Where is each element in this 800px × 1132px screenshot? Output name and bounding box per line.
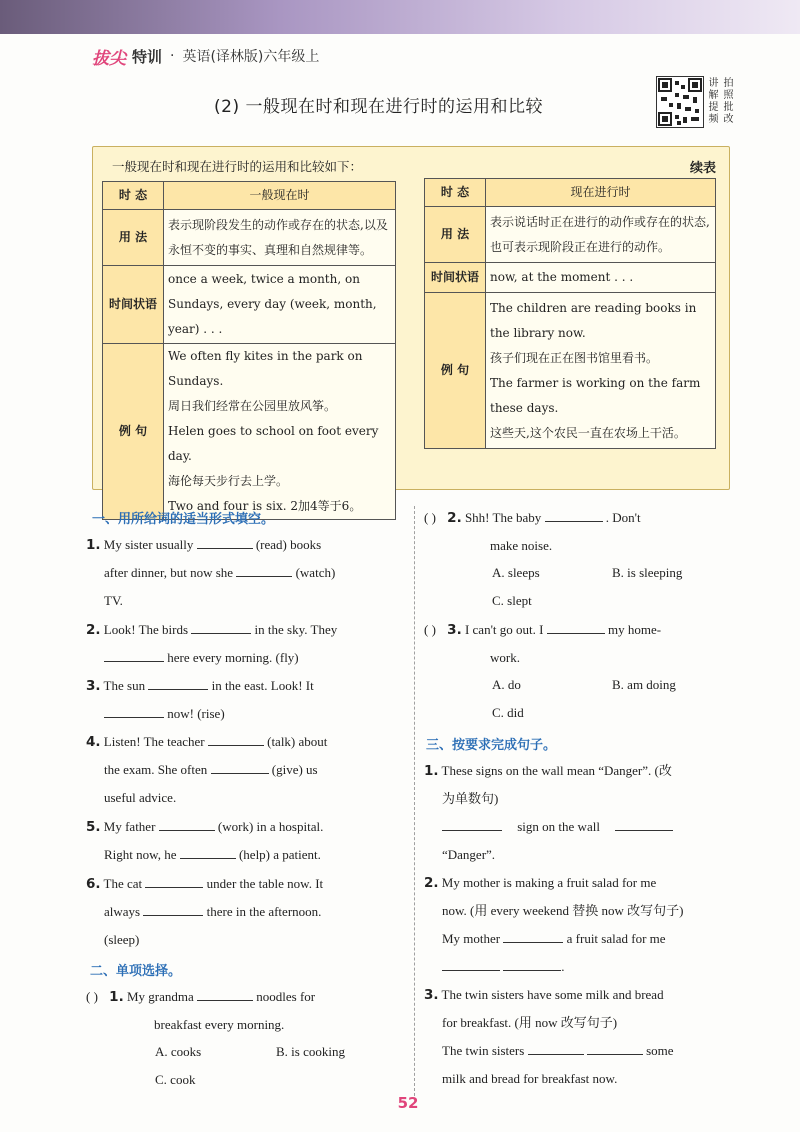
question-number: 3. xyxy=(424,987,439,1003)
example-line: 海伦每天步行去上学。 xyxy=(168,474,289,488)
answer-blank[interactable] xyxy=(503,928,563,943)
panel-intro: 一般现在时和现在进行时的运用和比较如下： xyxy=(112,159,363,174)
question-number: 1. xyxy=(86,537,101,553)
book-name: 英语(译林版)六年级上 xyxy=(182,49,320,65)
question-number: 6. xyxy=(86,876,101,892)
row-usage-text: 表示说话时正在进行的动作或存在的状态,也可表示现阶段正在进行的动作。 xyxy=(486,207,716,263)
qr-label-char: 解 xyxy=(708,90,719,101)
question-text: always xyxy=(104,904,141,919)
answer-blank[interactable] xyxy=(197,534,253,549)
answer-blank[interactable] xyxy=(236,562,292,577)
brand-logo-b: 特训 xyxy=(132,47,163,66)
answer-blank[interactable] xyxy=(159,816,215,831)
question-number: 2. xyxy=(86,622,101,638)
qr-label-char: 拍 xyxy=(723,78,734,89)
question-text: Shh! The baby xyxy=(464,510,542,525)
row-time-text: once a week, twice a month, on Sundays, every day (week, month, year) . . . xyxy=(164,266,396,344)
answer-paren[interactable]: ( ) xyxy=(424,622,436,637)
question-number: 3. xyxy=(447,622,462,638)
row-label-time: 时间状语 xyxy=(103,266,164,344)
top-banner xyxy=(0,0,800,34)
question-text: sign on the wall xyxy=(517,819,600,834)
qr-label-char: 改 xyxy=(723,114,734,125)
question-text: work. xyxy=(490,650,520,665)
choice-question-1 xyxy=(86,983,406,1039)
rewrite-question-1 xyxy=(424,757,740,869)
continued-label: 续表 xyxy=(690,161,717,176)
choice-question-2 xyxy=(424,504,740,560)
example-line: Two and four is six. 2加4等于6。 xyxy=(168,499,362,513)
row-label-time: 时间状语 xyxy=(425,263,486,293)
answer-blank[interactable] xyxy=(615,816,673,831)
answer-blank[interactable] xyxy=(197,986,253,1001)
page-title: (2) 一般现在时和现在进行时的运用和比较 xyxy=(214,97,543,117)
question-text: milk and bread for breakfast now. xyxy=(442,1071,618,1086)
option-c[interactable]: C. cook xyxy=(155,1072,196,1087)
fill-question-3 xyxy=(86,672,400,728)
question-number: 2. xyxy=(424,875,439,891)
example-line: 周日我们经常在公园里放风筝。 xyxy=(168,399,337,413)
example-line: 这些天,这个农民一直在农场上干活。 xyxy=(490,425,686,440)
question-text: (give) us xyxy=(271,762,318,777)
question-text: (work) in a hospital. xyxy=(217,819,324,834)
qr-label-char: 提 xyxy=(708,102,719,113)
section-1-title: 一、用所给词的适当形式填空。 xyxy=(92,512,275,527)
answer-blank[interactable] xyxy=(211,759,269,774)
question-number: 1. xyxy=(109,989,124,1005)
question-text: for breakfast. (用 now 改写句子) xyxy=(442,1015,618,1030)
question-text: TV. xyxy=(104,593,123,608)
qr-label-char: 批 xyxy=(723,102,734,113)
question-text: The twin sisters xyxy=(442,1043,525,1058)
question-text: My mother is making a fruit salad for me xyxy=(441,875,657,890)
fill-question-4 xyxy=(86,728,400,812)
answer-blank[interactable] xyxy=(442,816,502,831)
question-text: The cat xyxy=(103,876,143,891)
answer-blank[interactable] xyxy=(587,1040,643,1055)
row-label-usage: 用 法 xyxy=(103,210,164,266)
qr-code-icon[interactable] xyxy=(656,76,704,128)
fill-question-2 xyxy=(86,616,400,672)
option-c[interactable]: C. did xyxy=(492,705,524,720)
question-text: (read) books xyxy=(255,537,322,552)
question-text: Right now, he xyxy=(104,847,177,862)
question-text: Look! The birds xyxy=(103,622,189,637)
row-label-usage: 用 法 xyxy=(425,207,486,263)
question-text: (talk) about xyxy=(267,734,328,749)
question-text: My sister usually xyxy=(103,537,194,552)
question-text: in the sky. They xyxy=(254,622,338,637)
question-text: useful advice. xyxy=(104,790,177,805)
question-text: make noise. xyxy=(490,538,553,553)
question-number: 4. xyxy=(86,734,101,750)
question-text: now! (rise) xyxy=(167,706,225,721)
table-header-name: 现在进行时 xyxy=(486,179,716,207)
question-text: in the east. Look! It xyxy=(211,678,314,693)
row-example-cell xyxy=(164,344,396,520)
question-number: 3. xyxy=(86,678,101,694)
question-text: The twin sisters have some milk and bread xyxy=(441,987,664,1002)
answer-blank[interactable] xyxy=(180,844,236,859)
answer-blank[interactable] xyxy=(148,675,208,690)
question-number: 2. xyxy=(447,510,462,526)
question-text: . xyxy=(561,959,565,974)
question-text: here every morning. (fly) xyxy=(167,650,299,665)
question-text: a fruit salad for me xyxy=(566,931,666,946)
answer-blank[interactable] xyxy=(191,619,251,634)
row-time-text: now, at the moment . . . xyxy=(486,263,716,293)
table-header-tense: 时 态 xyxy=(425,179,486,207)
qr-label-char: 讲 xyxy=(708,78,719,89)
example-line: The children are reading books in the library now. xyxy=(490,300,697,340)
answer-blank[interactable] xyxy=(143,901,203,916)
book-header xyxy=(92,43,319,69)
option-b[interactable]: B. am doing xyxy=(612,677,676,692)
header-dot: · xyxy=(170,48,175,64)
answer-blank[interactable] xyxy=(547,619,605,634)
option-a[interactable]: A. do xyxy=(492,677,521,692)
example-line: 孩子们现在正在图书馆里看书。 xyxy=(490,350,659,365)
question-text: My father xyxy=(103,819,156,834)
fill-question-1 xyxy=(86,531,400,615)
present-simple-table xyxy=(102,181,396,520)
answer-blank[interactable] xyxy=(208,731,264,746)
question-text: The sun xyxy=(103,678,146,693)
table-header-tense: 时 态 xyxy=(103,182,164,210)
rewrite-question-3 xyxy=(424,981,740,1093)
question-text: now. (用 every weekend 替换 now 改写句子) xyxy=(442,903,684,918)
question-text: (sleep) xyxy=(104,932,140,947)
column-divider xyxy=(414,506,415,1096)
question-text: noodles for xyxy=(256,989,316,1004)
answer-paren[interactable]: ( ) xyxy=(424,510,436,525)
choice-question-3 xyxy=(424,616,740,672)
question-text: These signs on the wall mean “Danger”. (改 xyxy=(441,763,672,778)
question-text: My grandma xyxy=(126,989,194,1004)
option-b[interactable]: B. is sleeping xyxy=(612,565,683,580)
table-header-name: 一般现在时 xyxy=(164,182,396,210)
answer-blank[interactable] xyxy=(528,1040,584,1055)
question-text: breakfast every morning. xyxy=(154,1017,285,1032)
section-3-title: 三、按要求完成句子。 xyxy=(426,738,557,753)
question-text: the exam. She often xyxy=(104,762,208,777)
question-text: “Danger”. xyxy=(442,847,496,862)
question-text: under the table now. It xyxy=(206,876,324,891)
option-b[interactable]: B. is cooking xyxy=(276,1044,345,1059)
question-text: . Don't xyxy=(605,510,641,525)
brand-logo-a: 拔尖 xyxy=(92,48,126,69)
fill-question-6 xyxy=(86,870,400,954)
answer-blank[interactable] xyxy=(104,703,164,718)
example-line: The farmer is working on the farm these days. xyxy=(490,375,701,415)
qr-label-char: 照 xyxy=(723,90,734,101)
example-line: We often fly kites in the park on Sundays. xyxy=(168,349,363,388)
question-text: my home- xyxy=(607,622,662,637)
question-text: (help) a patient. xyxy=(238,847,321,862)
example-line: Helen goes to school on foot every day. xyxy=(168,424,379,463)
row-example-cell xyxy=(486,293,716,449)
answer-paren[interactable]: ( ) xyxy=(86,989,98,1004)
question-number: 1. xyxy=(424,763,439,779)
question-text: I can't go out. I xyxy=(464,622,544,637)
question-text: My mother xyxy=(442,931,501,946)
answer-blank[interactable] xyxy=(545,507,603,522)
question-text: (watch) xyxy=(295,565,336,580)
page-number: 52 xyxy=(397,1094,419,1112)
answer-blank[interactable] xyxy=(145,873,203,888)
option-a[interactable]: A. sleeps xyxy=(492,565,540,580)
question-number: 5. xyxy=(86,819,101,835)
row-usage-text: 表示现阶段发生的动作或存在的状态,以及永恒不变的事实、真理和自然规律等。 xyxy=(164,210,396,266)
question-text: there in the afternoon. xyxy=(206,904,322,919)
rewrite-question-2 xyxy=(424,869,740,981)
option-a[interactable]: A. cooks xyxy=(155,1044,202,1059)
present-continuous-table xyxy=(424,178,716,449)
answer-blank[interactable] xyxy=(503,956,561,971)
fill-question-5 xyxy=(86,813,400,869)
question-text: some xyxy=(646,1043,674,1058)
qr-label xyxy=(706,78,736,126)
qr-label-char: 频 xyxy=(708,114,719,125)
option-c[interactable]: C. slept xyxy=(492,593,532,608)
section-2-title: 二、单项选择。 xyxy=(90,964,182,979)
answer-blank[interactable] xyxy=(442,956,500,971)
question-text: Listen! The teacher xyxy=(103,734,205,749)
question-text: 为单数句) xyxy=(442,791,499,806)
question-text: after dinner, but now she xyxy=(104,565,234,580)
answer-blank[interactable] xyxy=(104,647,164,662)
row-label-example: 例 句 xyxy=(425,293,486,449)
row-label-example: 例 句 xyxy=(103,344,164,520)
